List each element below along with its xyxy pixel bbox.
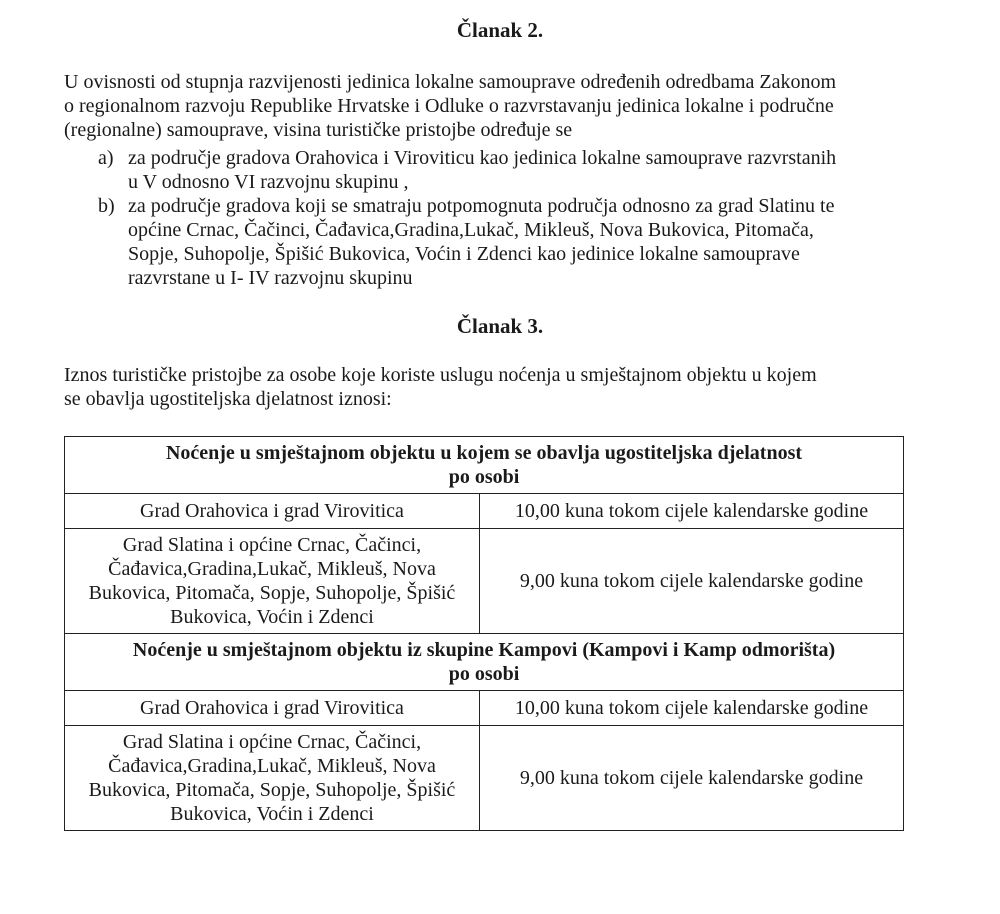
area-line: Bukovica, Voćin i Zdenci — [170, 803, 374, 825]
table-section-header — [65, 634, 904, 691]
article-2-list — [64, 146, 904, 290]
rate-cell: 9,00 kuna tokom cijele kalendarske godine — [480, 529, 904, 634]
article-2-intro-line: U ovisnosti od stupnja razvijenosti jedinica lokalne samouprave određenih odredbama Zakonom — [64, 71, 837, 93]
section-header-cell — [65, 437, 904, 494]
list-item-line: općine Crnac, Čačinci, Čađavica,Gradina,Lukač, Mikleuš, Nova Bukovica, Pitomača, — [128, 219, 814, 241]
rate-cell: 9,00 kuna tokom cijele kalendarske godine — [480, 726, 904, 831]
list-item-b — [64, 194, 904, 290]
area-line: Bukovica, Voćin i Zdenci — [170, 606, 374, 628]
area-line: Grad Orahovica i grad Virovitica — [140, 500, 404, 522]
rate-cell: 10,00 kuna tokom cijele kalendarske godine — [480, 691, 904, 726]
article-3-intro-line: Iznos turističke pristojbe za osobe koje koriste uslugu noćenja u smještajnom objektu u kojem — [64, 364, 817, 386]
article-3-intro — [64, 363, 904, 411]
list-item-a — [64, 146, 904, 194]
article-3-heading: Članak 3. — [456, 314, 544, 338]
list-item-line: u V odnosno VI razvojnu skupinu , — [128, 171, 409, 193]
section-header-line: po osobi — [448, 663, 520, 685]
area-line: Bukovica, Pitomača, Sopje, Suhopolje, Špišić — [88, 582, 456, 604]
list-item-line: za područje gradova Orahovica i Viroviticu kao jedinica lokalne samouprave razvrstanih — [128, 147, 837, 169]
area-cell — [65, 529, 480, 634]
list-item-line: Sopje, Suhopolje, Špišić Bukovica, Voćin i Zdenci kao jedinice lokalne samouprave — [128, 243, 800, 265]
table-row — [65, 691, 904, 726]
table-section-header — [65, 437, 904, 494]
section-header-cell — [65, 634, 904, 691]
list-item-line: za područje gradova koji se smatraju potpomognuta područja odnosno za grad Slatinu te — [128, 195, 835, 217]
table-row — [65, 529, 904, 634]
area-line: Čađavica,Gradina,Lukač, Mikleuš, Nova — [108, 558, 436, 580]
rate-cell: 10,00 kuna tokom cijele kalendarske godine — [480, 494, 904, 529]
area-cell — [65, 726, 480, 831]
area-line: Čađavica,Gradina,Lukač, Mikleuš, Nova — [108, 755, 436, 777]
article-3-intro-line: se obavlja ugostiteljska djelatnost iznosi: — [64, 388, 392, 410]
list-item-line: razvrstane u I- IV razvojnu skupinu — [128, 267, 413, 289]
section-header-line: Noćenje u smještajnom objektu iz skupine Kampovi (Kampovi i Kamp odmorišta) — [132, 639, 836, 661]
table-row — [65, 726, 904, 831]
section-header-line: Noćenje u smještajnom objektu u kojem se obavlja ugostiteljska djelatnost — [165, 442, 803, 464]
article-2-intro — [64, 70, 904, 142]
article-2-heading: Članak 2. — [456, 18, 544, 42]
area-line: Grad Slatina i općine Crnac, Čačinci, — [122, 534, 422, 556]
table-row — [65, 494, 904, 529]
article-2-intro-line: o regionalnom razvoju Republike Hrvatske i Odluke o razvrstavanju jedinica lokalne i područne — [64, 95, 834, 117]
area-cell — [65, 691, 480, 726]
article-2-intro-line: (regionalne) samouprave, visina turističke pristojbe određuje se — [64, 119, 573, 141]
tourist-tax-table — [64, 436, 904, 831]
area-line: Grad Slatina i općine Crnac, Čačinci, — [122, 731, 422, 753]
list-marker: a) — [98, 147, 114, 169]
area-line: Bukovica, Pitomača, Sopje, Suhopolje, Špišić — [88, 779, 456, 801]
section-header-line: po osobi — [448, 466, 520, 488]
area-cell — [65, 494, 480, 529]
area-line: Grad Orahovica i grad Virovitica — [140, 697, 404, 719]
list-marker: b) — [98, 195, 115, 217]
